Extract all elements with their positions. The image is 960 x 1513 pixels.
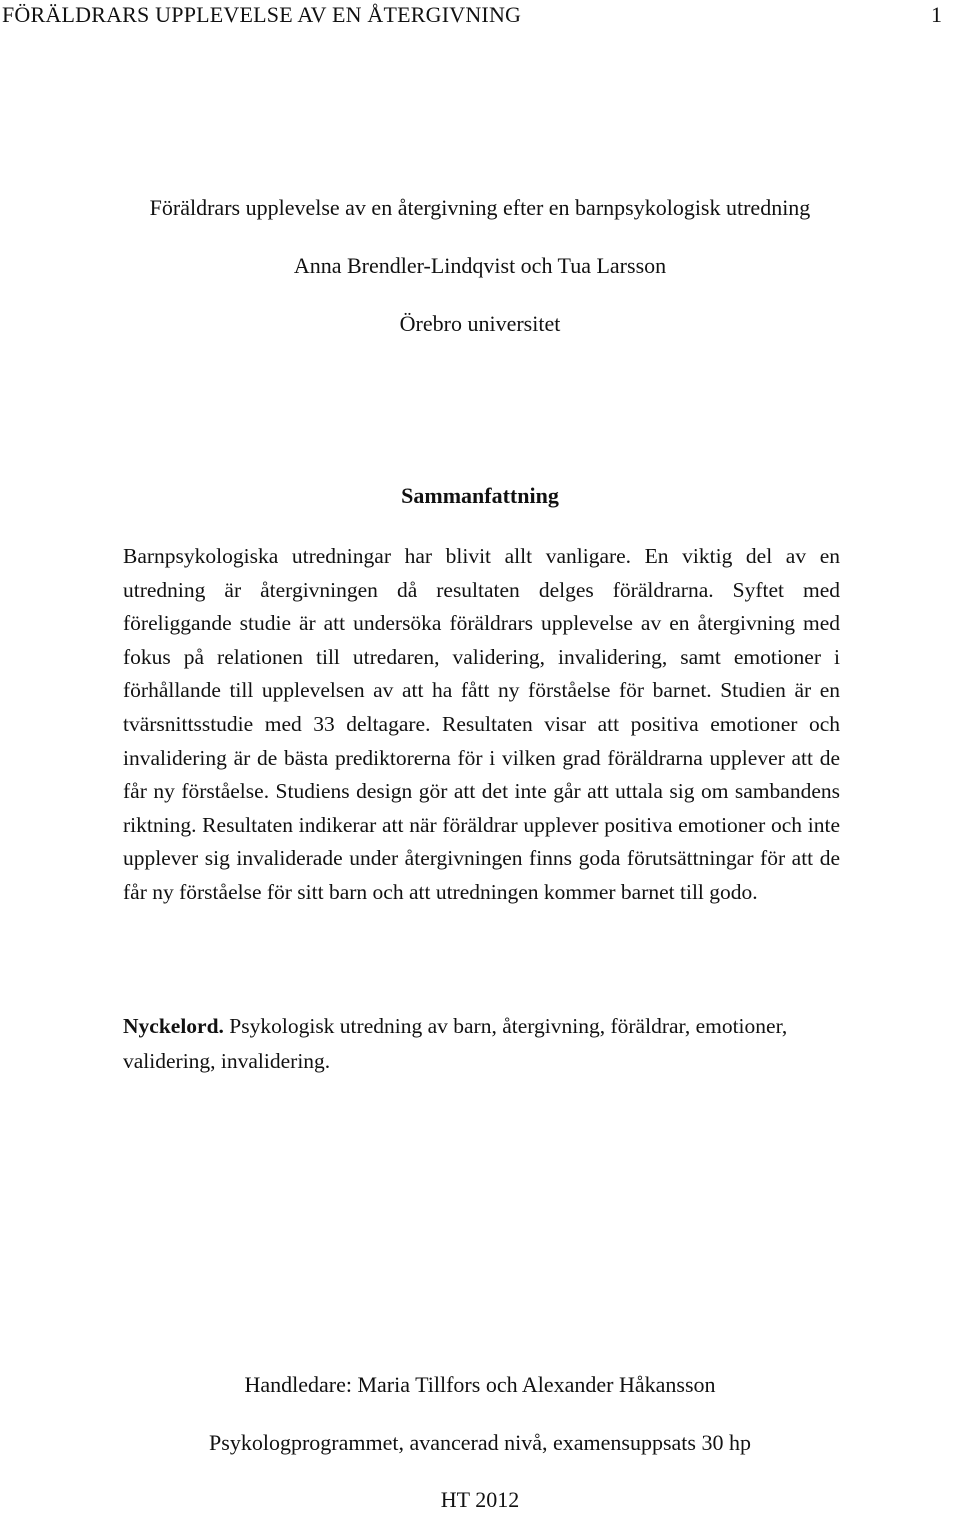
keywords-label: Nyckelord. bbox=[123, 1014, 224, 1038]
page-number: 1 bbox=[931, 2, 942, 27]
keywords-text: Psykologisk utredning av barn, återgivning, föräldrar, emotioner, validering, invalidering. bbox=[123, 1014, 788, 1073]
abstract-heading: Sammanfattning bbox=[401, 483, 559, 508]
thesis-title: Föräldrars upplevelse av en återgivning efter en barnpsykologisk utredning bbox=[149, 195, 811, 220]
authors: Anna Brendler-Lindqvist och Tua Larsson bbox=[293, 253, 667, 278]
supervisors: Handledare: Maria Tillfors och Alexander Håkansson bbox=[244, 1372, 716, 1397]
program-info: Psykologprogrammet, avancerad nivå, examensuppsats 30 hp bbox=[209, 1430, 751, 1455]
running-header: FÖRÄLDRARS UPPLEVELSE AV EN ÅTERGIVNING bbox=[2, 2, 522, 27]
affiliation: Örebro universitet bbox=[399, 311, 561, 336]
abstract-body: Barnpsykologiska utredningar har blivit allt vanligare. En viktig del av en utredning är återgivningen då resultaten delges föräldrarna. Syftet med föreliggande studie är att undersöka föräldrars upplevelse av en återgivning med fokus på relationen till utredaren, validering, invalidering, samt emotioner i förhållande till upplevelsen av att ha fått ny förståelse för barnet. Studien är en tvärsnittsstudie med 33 deltagare. Resultaten visar att positiva emotioner och invalidering är de bästa prediktorerna för i vilken grad föräldrarna upplever att de får ny förståelse. Studiens design gör att det inte går att uttala sig om sambandens riktning. Resultaten indikerar att när föräldrar upplever positiva emotioner och inte upplever sig invaliderade under återgivningen finns goda förutsättningar för att de får ny förståelse för sitt barn och att utredningen kommer barnet till godo. bbox=[123, 544, 840, 904]
term: HT 2012 bbox=[440, 1487, 520, 1512]
keywords bbox=[123, 1009, 840, 1079]
